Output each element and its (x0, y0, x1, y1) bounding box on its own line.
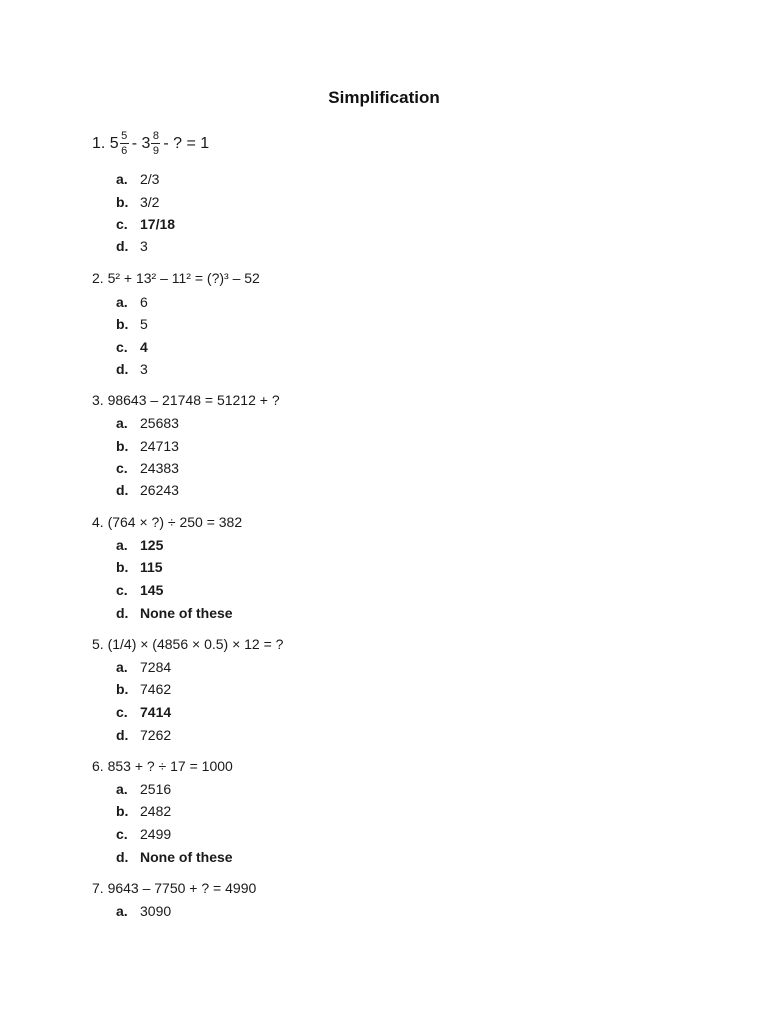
fraction (151, 130, 160, 157)
option-b: b. 5 (116, 316, 148, 332)
option-a: a. 25683 (116, 415, 179, 431)
option-b: b. 24713 (116, 438, 179, 454)
option-a: a. 2516 (116, 781, 172, 797)
question-5: 5. (1/4) × (4856 × 0.5) × 12 = ? (92, 636, 284, 652)
denominator: 9 (152, 145, 159, 157)
fraction (120, 130, 129, 157)
option-d: d. 7262 (116, 727, 172, 743)
option-c: c. 4 (116, 339, 148, 355)
question-6: 6. 853 + ? ÷ 17 = 1000 (92, 758, 233, 774)
option-d: d. None of these (116, 849, 233, 865)
option-a: a. 7284 (116, 659, 172, 675)
denominator: 6 (121, 145, 128, 157)
option-a: a. 3090 (116, 903, 172, 919)
option-c: c. 17/18 (116, 216, 176, 232)
option-a: a. 2/3 (116, 171, 160, 187)
whole-number: 3 (141, 134, 151, 152)
question-4: 4. (764 × ?) ÷ 250 = 382 (92, 514, 243, 530)
option-a: a. 125 (116, 537, 164, 553)
fraction-bar (120, 143, 129, 144)
option-d: d. 3 (116, 361, 148, 377)
option-a: a. 6 (116, 294, 148, 310)
question-7: 7. 9643 – 7750 + ? = 4990 (92, 880, 257, 896)
option-c: c. 24383 (116, 460, 179, 476)
option-b: b. 7462 (116, 681, 172, 697)
option-b: b. 3/2 (116, 194, 160, 210)
question-2: 2. 5² + 13² – 11² = (?)³ – 52 (92, 270, 260, 286)
option-b: b. 2482 (116, 803, 172, 819)
option-c: c. 7414 (116, 704, 172, 720)
option-d: d. 26243 (116, 482, 179, 498)
option-c: c. 2499 (116, 826, 172, 842)
operator: - (131, 134, 138, 152)
question-1 (92, 130, 209, 157)
page-title: Simplification (328, 88, 440, 107)
numerator: 8 (152, 130, 159, 142)
question-number: 1. (92, 134, 106, 152)
numerator: 5 (121, 130, 128, 142)
fraction-bar (151, 143, 160, 144)
option-b: b. 115 (116, 559, 163, 575)
question-3: 3. 98643 – 21748 = 51212 + ? (92, 392, 280, 408)
option-d: d. None of these (116, 605, 233, 621)
whole-number: 5 (109, 134, 119, 152)
option-d: d. 3 (116, 238, 148, 254)
question-rest: - ? = 1 (163, 134, 210, 152)
option-c: c. 145 (116, 582, 164, 598)
